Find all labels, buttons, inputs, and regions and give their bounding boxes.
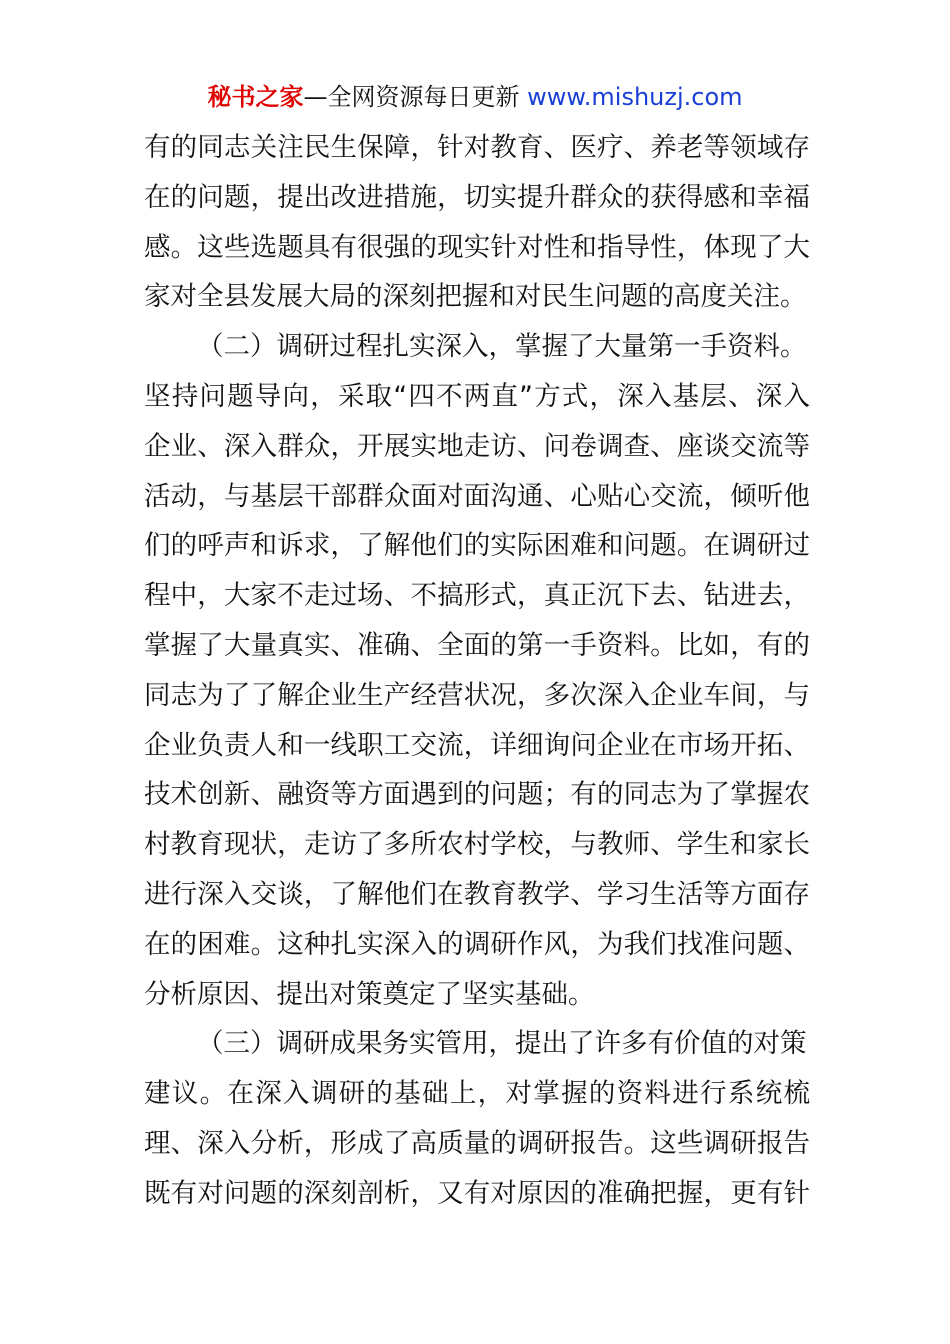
text-line: 坚持问题导向，采取“四不两直”方式，深入基层、深入 (144, 380, 810, 412)
text-line: 活动，与基层干部群众面对面沟通、心贴心交流，倾听他 (144, 480, 810, 512)
text-line: 程中，大家不走过场、不搞形式，真正沉下去、钻进去， (144, 580, 810, 612)
text-line: 建议。在深入调研的基础上，对掌握的资料进行系统梳 (144, 1078, 810, 1110)
text-line: 分析原因、提出对策奠定了坚实基础。 (144, 978, 595, 1010)
page-header (0, 80, 950, 114)
text-line: 既有对问题的深刻剖析，又有对原因的准确把握，更有针 (144, 1177, 810, 1209)
body-text (144, 123, 810, 1219)
text-line: 理、深入分析，形成了高质量的调研报告。这些调研报告 (144, 1127, 810, 1159)
text-line: 企业、深入群众，开展实地走访、问卷调查、座谈交流等 (144, 430, 810, 462)
text-line: 村教育现状，走访了多所农村学校，与教师、学生和家长 (144, 829, 810, 861)
header-brand: 秘书之家 (207, 83, 304, 111)
section-heading-2: （二）调研过程扎实深入，掌握了大量第一手资料。 (197, 331, 807, 363)
text-line: 在的问题，提出改进措施，切实提升群众的获得感和幸福 (144, 181, 810, 213)
text-line: 在的困难。这种扎实深入的调研作风，为我们找准问题、 (144, 928, 810, 960)
text-line: 技术创新、融资等方面遇到的问题；有的同志为了掌握农 (144, 779, 810, 811)
text-line: 同志为了了解企业生产经营状况，多次深入企业车间，与 (144, 679, 810, 711)
header-url-link[interactable]: www.mishuzj.com (527, 83, 743, 111)
text-line: 们的呼声和诉求，了解他们的实际困难和问题。在调研过 (144, 530, 810, 562)
text-line: 掌握了大量真实、准确、全面的第一手资料。比如，有的 (144, 629, 810, 661)
text-line: 家对全县发展大局的深刻把握和对民生问题的高度关注。 (144, 281, 807, 313)
header-tagline: —全网资源每日更新 (303, 83, 528, 111)
section-heading-3: （三）调研成果务实管用，提出了许多有价值的对策 (197, 1028, 807, 1060)
text-line: 企业负责人和一线职工交流，详细询问企业在市场开拓、 (144, 729, 810, 761)
text-line: 感。这些选题具有很强的现实针对性和指导性，体现了大 (144, 231, 810, 263)
text-line: 进行深入交谈，了解他们在教育教学、学习生活等方面存 (144, 878, 810, 910)
text-line: 有的同志关注民生保障，针对教育、医疗、养老等领域存 (144, 132, 810, 163)
